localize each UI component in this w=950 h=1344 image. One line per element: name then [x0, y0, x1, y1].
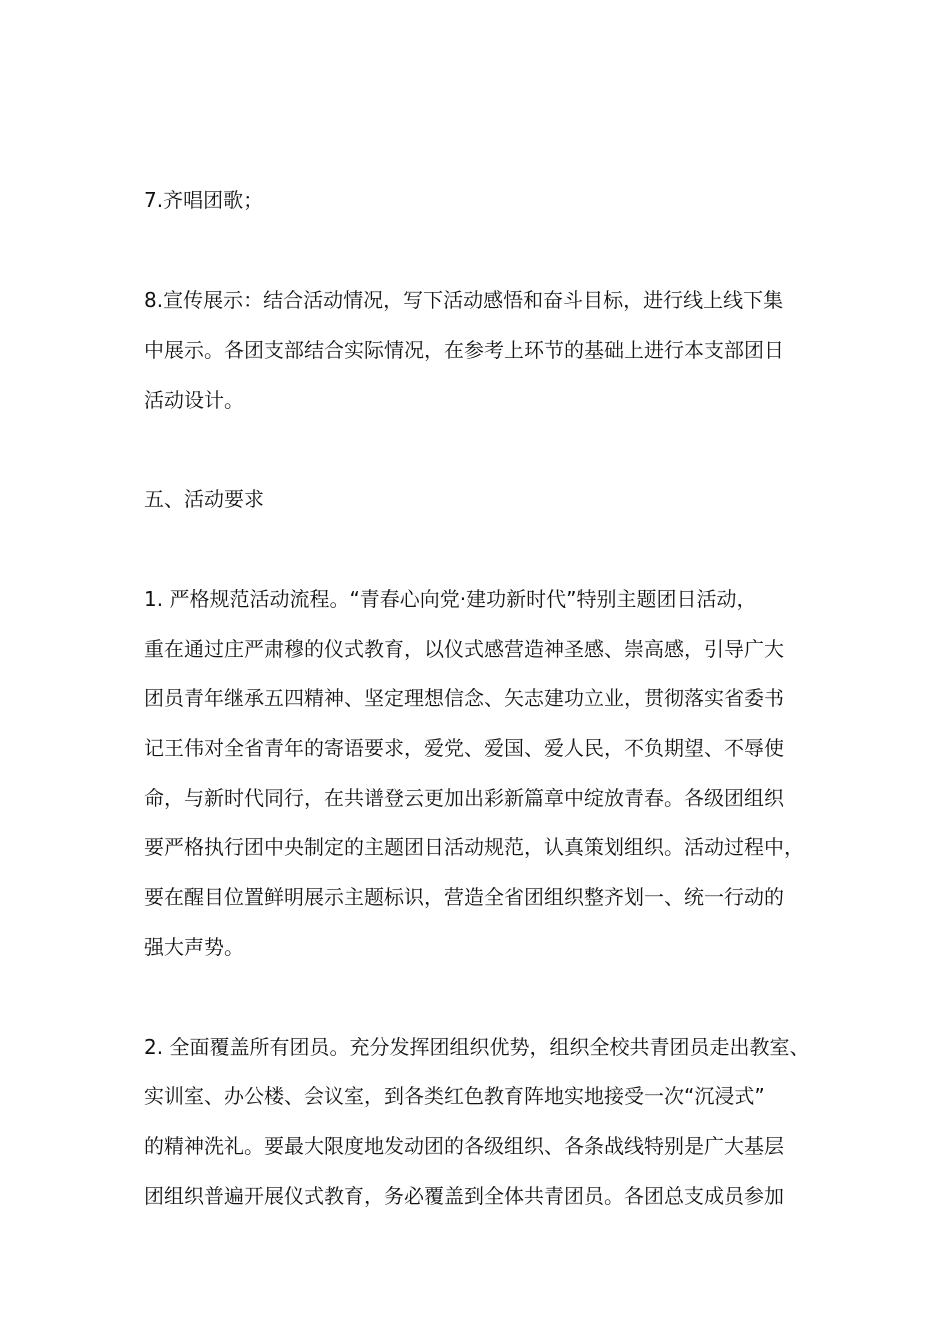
- paragraph-line: 团员青年继承五四精神、坚定理想信念、矢志建功立业，贯彻落实省委书: [144, 686, 784, 710]
- paragraph-line: 1. 严格规范活动流程。“青春心向党·建功新时代”特别主题团日活动，: [144, 587, 757, 611]
- paragraph-line: 的精神洗礼。要最大限度地发动团的各级组织、各条战线特别是广大基层: [144, 1134, 784, 1158]
- paragraph-line: 命，与新时代同行，在共谱登云更加出彩新篇章中绽放青春。各级团组织: [144, 786, 784, 810]
- paragraph-line: 中展示。各团支部结合实际情况，在参考上环节的基础上进行本支部团日: [144, 338, 784, 362]
- paragraph-line: 要在醒目位置鲜明展示主题标识，营造全省团组织整齐划一、统一行动的: [144, 885, 784, 909]
- list-item-7: 7.齐唱团歌；: [144, 188, 264, 212]
- paragraph-line: 2. 全面覆盖所有团员。充分发挥团组织优势，组织全校共青团员走出教室、: [144, 1035, 810, 1059]
- paragraph-line: 实训室、办公楼、会议室，到各类红色教育阵地实地接受一次“沉浸式”: [144, 1084, 765, 1108]
- paragraph-line: 强大声势。: [144, 935, 244, 959]
- paragraph-line: 重在通过庄严肃穆的仪式教育，以仪式感营造神圣感、崇高感，引导广大: [144, 637, 784, 661]
- paragraph-line: 团组织普遍开展仪式教育，务必覆盖到全体共青团员。各团总支成员参加: [144, 1184, 784, 1208]
- section-heading: 五、活动要求: [144, 487, 264, 511]
- paragraph-line: 活动设计。: [144, 388, 244, 412]
- paragraph-line: 要严格执行团中央制定的主题团日活动规范，认真策划组织。活动过程中，: [144, 835, 804, 859]
- paragraph-line: 8.宣传展示：结合活动情况，写下活动感悟和奋斗目标，进行线上线下集: [144, 288, 784, 312]
- paragraph-line: 记王伟对全省青年的寄语要求，爱党、爱国、爱人民，不负期望、不辱使: [144, 736, 784, 760]
